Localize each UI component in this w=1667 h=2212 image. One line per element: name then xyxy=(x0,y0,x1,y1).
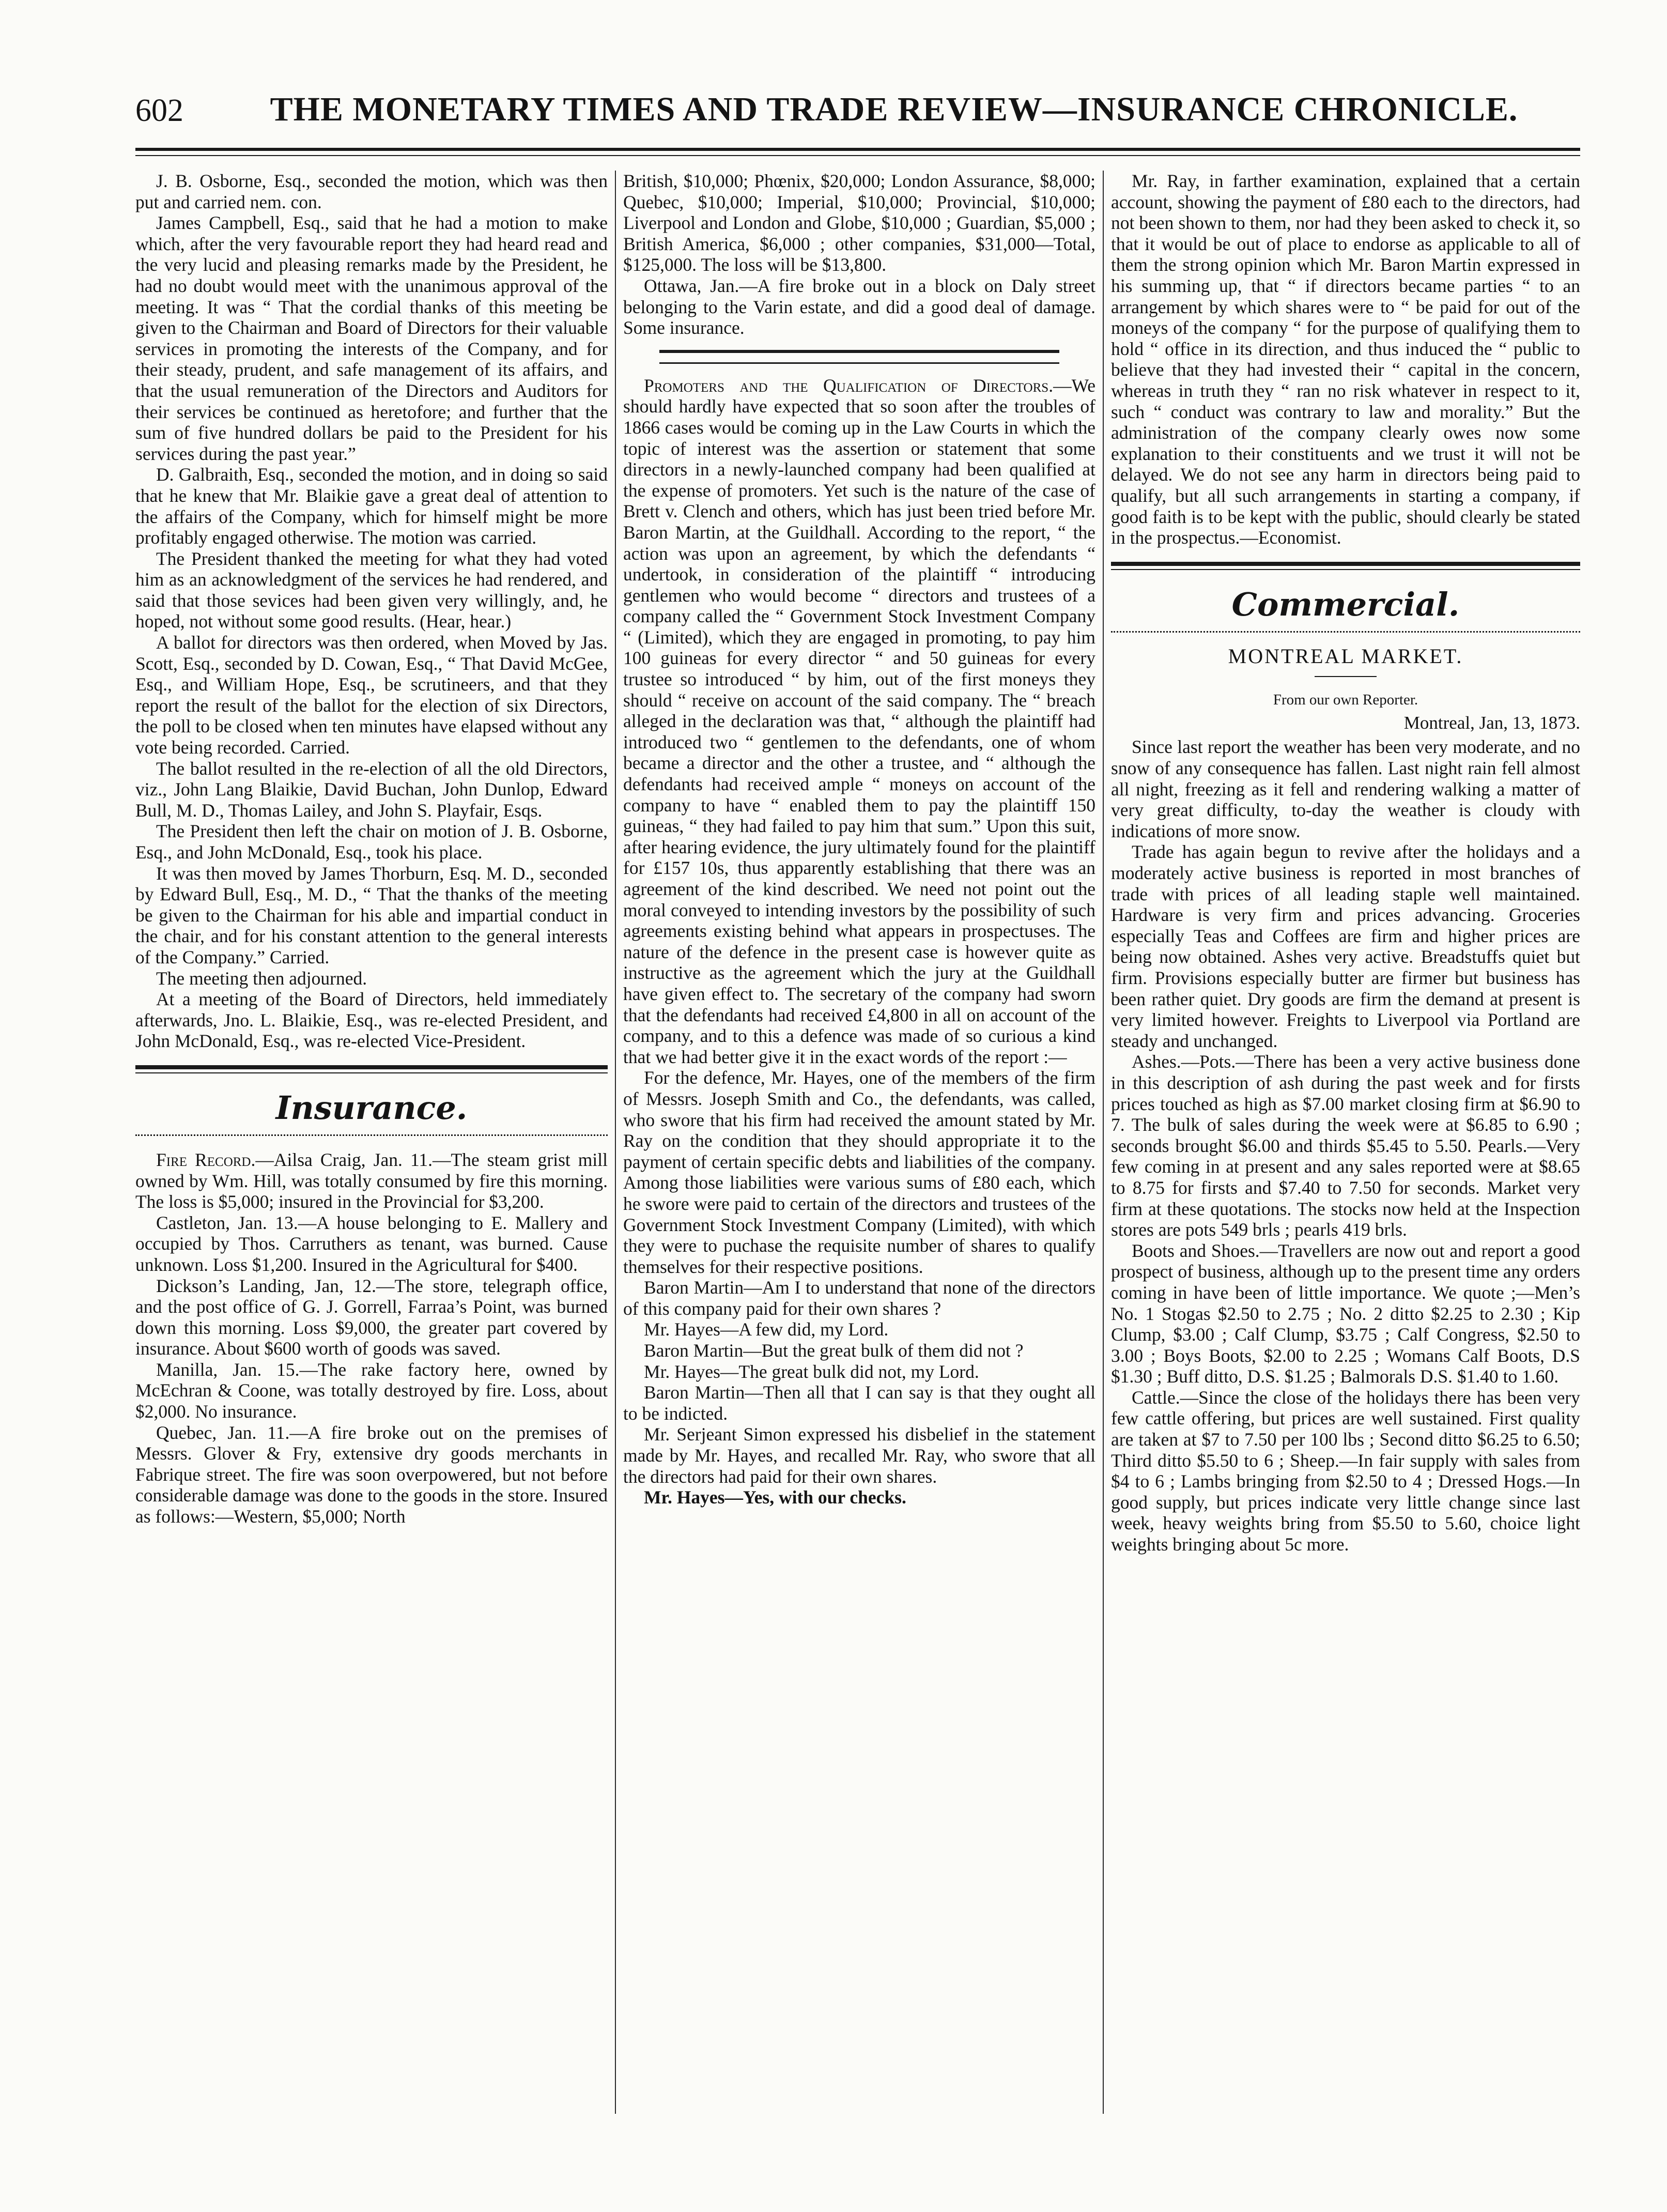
dateline: Montreal, Jan, 13, 1873. xyxy=(1403,712,1580,733)
paragraph: Mr. Serjeant Simon expressed his disbelief in the statement made by Mr. Hayes, and recalled Mr. Ray, who swore that all the directors had paid for their own shares. xyxy=(623,1424,1095,1487)
paragraph: Cattle.—Since the close of the holidays there has been very few cattle offering, but prices are well sustained. First quality are taken at $7 to 7.50 per 100 lbs ; Second ditto $6.25 to 6.50; Third ditto $5.50 to 6 ; Sheep.—In fair supply with sales from $4 to 6 ; Lambs bringing from $2.50 to 4 ; Dressed Hogs.—In good supply, but prices indicate very little change since last week, heavy weights bring from $5.50 to 5.60, choice light weights bringing about 5c more. xyxy=(1111,1387,1580,1555)
running-title: THE MONETARY TIMES AND TRADE REVIEW—INSURANCE CHRONICLE. xyxy=(270,90,1518,128)
ornamental-rule xyxy=(1111,631,1580,633)
paragraph-text: —We should hardly have expected that so soon after the troubles of 1866 cases would be coming up in the Law Courts in which the topic of interest was the assertion or statement that some directors in a newly-launched company had been qualified at the expense of promoters. Yet such is the nature of the case of Brett v. Clench and others, which has just been tried before Mr. Baron Martin, at the Guildhall. According to the report, “ the action was upon an agreement, by which the defendants “ undertook, in consideration of the plaintiff “ introducing gentlemen who would become “ directors and trustees of a company called the “ Government Stock Investment Company “ (Limited), which they are engaged in promoting, to pay him 100 guineas for every director “ and 50 guineas for every trustee so introduced “ by him, out of the first moneys they should “ receive on account of the said company. The “ breach alleged in the declaration was that, “ although the plaintiff had introduced two “ gentlemen to the defendants, one of whom became a director and the other a trustee, and “ although the defendants had received ample “ moneys on account of the company to have “ enabled them to pay the plaintiff 150 guineas, “ they had failed to pay him that sum.” Upon this suit, after hearing evidence, the jury ultimately found for the plaintiff for £157 10s, thus apparently establishing that there was an agreement of the kind described. We need not point out the moral conveyed to intending investors by the possibility of such agreements existing behind what appears in prospectuses. The nature of the defence in the present case is however quite as instructive as the agreement which the jury at the Guildhall have given effect to. The secretary of the company had sworn that the defendants had received £4,800 in all on account of the company, and to this a defence was made of so curious a kind that we had better give it in the exact words of the report :— xyxy=(623,375,1095,1067)
paragraph: Mr. Ray, in farther examination, explained that a certain account, showing the payment of £80 each to the directors, had not been shown to them, nor had they been asked to check it, so that it would be out of place to endorse as applicable to all of them the strong opinion which Mr. Baron Martin expressed in his summing up, that “ if directors became parties “ to an arrangement by which shares were to “ be paid for out of the moneys of the company “ for the purpose of qualifying them to hold “ office in its direction, and thus induced the “ public to believe that they had invested their “ capital in the concern, whereas in truth they “ ran no risk whatever in respect to it, such “ conduct was contrary to law and morality.” But the administration of the company clearly owes now some explanation to their constituents and we trust it will not be delayed. We do not see any harm in directors being paid to qualify, but all such arrangements in starting a company, if good faith is to be kept with the public, should clearly be stated in the prospectus.—Economist. xyxy=(1111,171,1580,548)
article-separator xyxy=(659,350,1059,364)
paragraph: Mr. Hayes—Yes, with our checks. xyxy=(644,1487,906,1508)
paragraph: James Campbell, Esq., said that he had a motion to make which, after the very favourable report they had heard read and the very lucid and pleasing remarks made by the President, he had no doubt would meet with the unanimous approval of the meeting. It was “ That the cordial thanks of this meeting be given to the Chairman and Board of Directors for their valuable services in promoting the interests of the Company, and for their steady, prudent, and safe management of its affairs, and that the usual remuneration of the Directors and Auditors for their services be continued as heretofore; and further that the sum of five hundred dollars be paid to the President for his services during the past year.” xyxy=(135,212,608,464)
paragraph: Boots and Shoes.—Travellers are now out and report a good prospect of business, although up to the present time any orders coming in have been of little importance. We quote ;—Men’s No. 1 Stogas $2.50 to 2.75 ; No. 2 ditto $2.25 to 2.30 ; Kip Clump, $3.00 ; Calf Clump, $3.75 ; Calf Congress, $2.50 to 3.00 ; Boys Boots, $2.00 to 2.25 ; Womans Calf Boots, D.S $1.30 ; Buff ditto, D.S. $1.25 ; Balmorals D.S. $1.40 to 1.60. xyxy=(1111,1240,1580,1387)
paragraph-text: —Ailsa Craig, Jan. 11.—The steam grist mill owned by Wm. Hill, was totally consumed by fire this morning. The loss is $5,000; insured in the Provincial for $3,200. xyxy=(135,1149,608,1212)
section-rule-thin xyxy=(135,1072,608,1073)
byline: From our own Reporter. xyxy=(1273,692,1418,709)
column-divider-1 xyxy=(615,171,616,2114)
paragraph: British, $10,000; Phœnix, $20,000; London Assurance, $8,000; Quebec, $10,000; Imperial, $10,000; Provincial, $10,000; Liverpool and London and Globe, $10,000 ; Guardian, $5,000 ; British America, $6,000 ; other companies, $31,000—Total, $125,000. The loss will be $13,800. xyxy=(623,171,1095,275)
paragraph: Ottawa, Jan.—A fire broke out in a block on Daly street belonging to the Varin estate, and did a good deal of damage. Some insurance. xyxy=(623,275,1095,339)
paragraph: Ashes.—Pots.—There has been a very active business done in this description of ash during the past week and for firsts prices touched as high as $7.00 market closing firm at $6.90 to 7. The bulk of sales during the week were at $6.85 to 6.90 ; seconds brought $6.00 and thirds $5.45 to 5.50. Pearls.—Very few coming in at present and any sales reported were at $8.65 to 8.75 for firsts and $7.40 to 7.50 for seconds. Market very firm at these quotations. The stocks now held at the Inspection stores are pots 549 brls ; pearls 419 brls. xyxy=(1111,1051,1580,1240)
paragraph: Mr. Hayes—A few did, my Lord. xyxy=(644,1319,889,1340)
section-rule-thin xyxy=(1111,569,1580,570)
paragraph: Baron Martin—But the great bulk of them did not ? xyxy=(644,1340,1024,1361)
paragraph: Quebec, Jan. 11.—A fire broke out on the premises of Messrs. Glover & Fry, extensive dry goods merchants in Fabrique street. The fire was soon overpowered, but not before considerable damage was done to the goods in the store. Insured as follows:—Western, $5,000; North xyxy=(135,1422,608,1527)
paragraph: For the defence, Mr. Hayes, one of the members of the firm of Messrs. Joseph Smith and Co., the defendants, was called, who swore that his firm had received the amount stated by Mr. Ray on the condition that they should appropriate it to the payment of certain specific debts and liabilities of the company. Among those liabilities were various sums of £80 each, which he swore were paid to certain of the directors and trustees of the Government Stock Investment Company (Limited), with which they were to puchase the requisite number of shares to qualify themselves for their respective positions. xyxy=(623,1067,1095,1277)
paragraph: Since last report the weather has been very moderate, and no snow of any consequence has fallen. Last night rain fell almost all night, freezing as it fell and rendering walking a matter of very great difficulty, to-day the weather is cloudy with indications of more snow. xyxy=(1111,736,1580,841)
paragraph: It was then moved by James Thorburn, Esq. M. D., seconded by Edward Bull, Esq., M. D., “ That the thanks of the meeting be given to the Chairman for his able and impartial conduct in the chair, and for his constant attention to the general interests of the Company.” Carried. xyxy=(135,863,608,967)
section-rule xyxy=(135,1065,608,1069)
paragraph: Dickson’s Landing, Jan, 12.—The store, telegraph office, and the post office of G. J. Gorrell, Farraa’s Point, was burned down this morning. Loss $9,000, the greater part covered by insurance. About $600 worth of goods was saved. xyxy=(135,1275,608,1359)
paragraph: Castleton, Jan. 13.—A house belonging to E. Mallery and occupied by Thos. Carruthers as tenant, was burned. Cause unknown. Loss $1,200. Insured in the Agricultural for $400. xyxy=(135,1212,608,1275)
paragraph: A ballot for directors was then ordered, when Moved by Jas. Scott, Esq., seconded by D. Cowan, Esq., “ That David McGee, Esq., and William Hope, Esq., be scrutineers, and that they report the result of the ballot for the election of six Directors, the poll to be closed when ten minutes have elapsed without any vote being recorded. Carried. xyxy=(135,632,608,758)
column-3 xyxy=(1111,171,1580,2124)
paragraph: D. Galbraith, Esq., seconded the motion, and in doing so said that he knew that Mr. Blaikie gave a great deal of attention to the affairs of the Company, which for himself might be more profitably engaged otherwise. The motion was carried. xyxy=(135,464,608,548)
paragraph: Manilla, Jan. 15.—The rake factory here, owned by McEchran & Coone, was totally destroyed by fire. Loss, about $2,000. No insurance. xyxy=(135,1359,608,1422)
header-rule-thin xyxy=(135,155,1580,156)
paragraph xyxy=(135,1149,608,1212)
page-number: 602 xyxy=(135,93,183,128)
promoters-lead: Promoters and the Qualification of Directors. xyxy=(644,375,1054,396)
column-divider-2 xyxy=(1103,171,1104,2114)
paragraph: The President then left the chair on motion of J. B. Osborne, Esq., and John McDonald, Esq., took his place. xyxy=(135,821,608,863)
column-1 xyxy=(135,171,608,2124)
column-2 xyxy=(623,171,1095,2124)
ornamental-rule xyxy=(135,1134,608,1136)
commercial-heading: Commercial. xyxy=(1231,585,1460,623)
paragraph xyxy=(623,375,1095,1068)
paragraph: Baron Martin—Then all that I can say is that they ought all to be indicted. xyxy=(623,1382,1095,1424)
paragraph: Baron Martin—Am I to understand that none of the directors of this company paid for their own shares ? xyxy=(623,1277,1095,1319)
paragraph: The meeting then adjourned. xyxy=(156,967,367,989)
paragraph: J. B. Osborne, Esq., seconded the motion, which was then put and carried nem. con. xyxy=(135,171,608,212)
page-header xyxy=(135,88,1580,129)
montreal-market-heading: MONTREAL MARKET. xyxy=(1228,644,1463,668)
header-rule-thick xyxy=(135,148,1580,151)
short-rule xyxy=(1315,676,1377,677)
paragraph: Mr. Hayes—The great bulk did not, my Lord. xyxy=(644,1361,979,1382)
insurance-heading: Insurance. xyxy=(275,1088,468,1127)
paragraph: At a meeting of the Board of Directors, held immediately afterwards, Jno. L. Blaikie, Esq., was re-elected President, and John McDonald, Esq., was re-elected Vice-President. xyxy=(135,989,608,1052)
paragraph: The ballot resulted in the re-election of all the old Directors, viz., John Lang Blaikie, David Buchan, John Dunlop, Edward Bull, M. D., Thomas Lailey, and John S. Playfair, Esqs. xyxy=(135,758,608,821)
paragraph: Trade has again begun to revive after the holidays and a moderately active business is reported in most branches of trade with prices of all leading staple well maintained. Hardware is very firm and prices advancing. Groceries especially Teas and Coffees are firm and higher prices are being now obtained. Ashes very active. Breadstuffs quiet but firm. Provisions especially butter are firmer but business has been rather quiet. Dry goods are firm the demand at present is very limited however. Freights to Liverpool via Portland are steady and unchanged. xyxy=(1111,841,1580,1051)
fire-record-lead: Fire Record. xyxy=(156,1149,256,1170)
paragraph: The President thanked the meeting for what they had voted him as an acknowledgment of the services he had rendered, and said that those sevices had been given very willingly, and, he hoped, not without some good results. (Hear, hear.) xyxy=(135,548,608,632)
section-rule xyxy=(1111,562,1580,566)
